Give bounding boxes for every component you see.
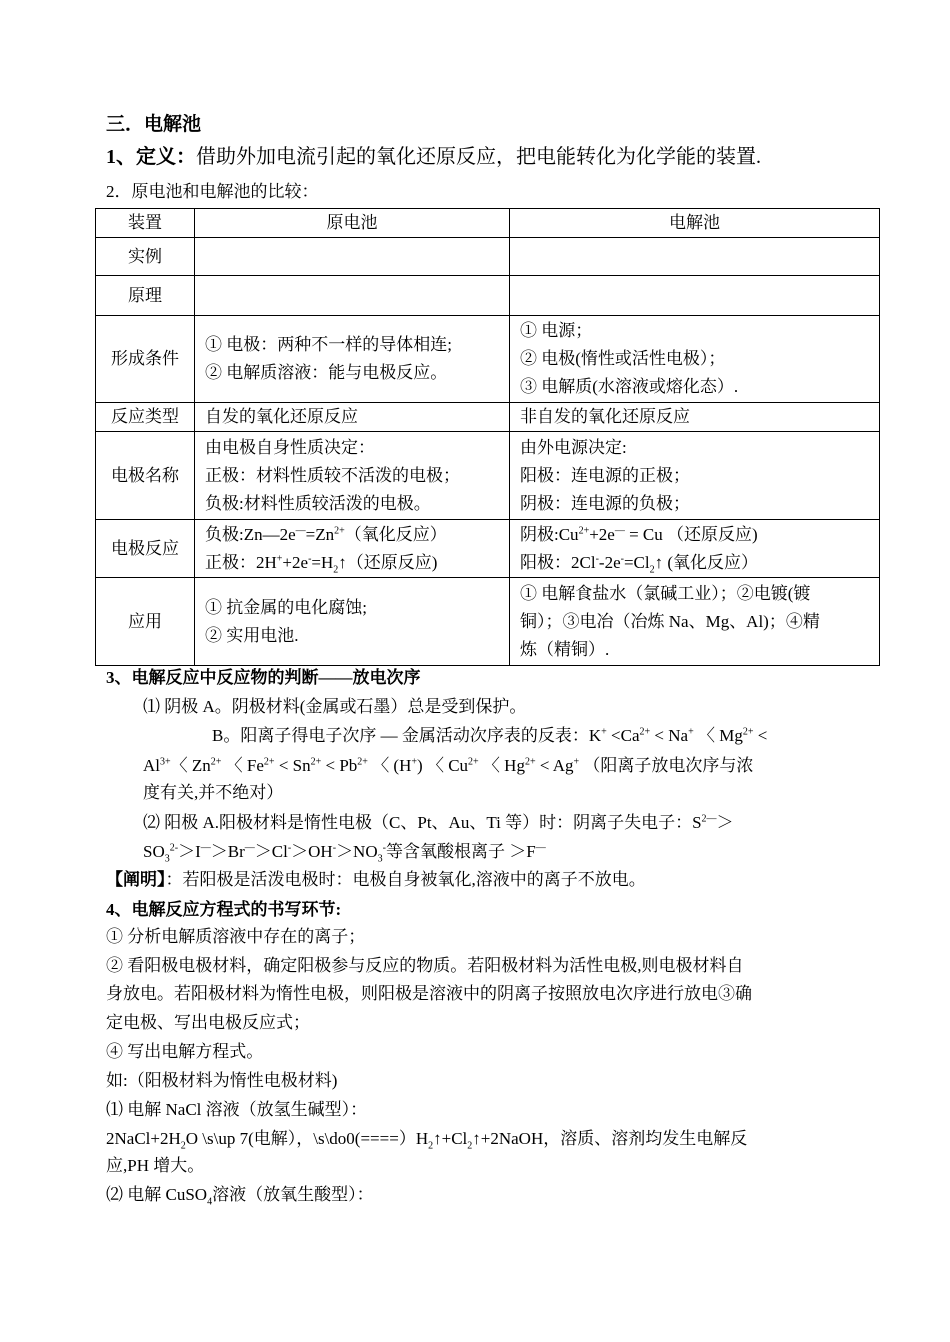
row-electrode-reactions: [96, 520, 880, 578]
row-label-conditions: 形成条件: [96, 316, 195, 403]
comparison-table: [95, 208, 880, 666]
cuso4-line: ⑵ 电解 CuSO$_4$溶液（放氧生酸型）：: [106, 1185, 374, 1208]
row-reaction-type: [96, 403, 880, 432]
discharge-note: 【阐明】：若阳极是活泼电极时：电极自身被氧化,溶液中的离子不放电。: [106, 870, 646, 889]
example-galvanic: [195, 238, 510, 276]
row-conditions: [96, 316, 880, 403]
cell-line: 炼（精铜）.: [520, 639, 610, 659]
conditions-galvanic: [195, 316, 510, 403]
row-example: [96, 238, 880, 276]
row-label-reaction-type: 反应类型: [96, 403, 195, 432]
definition-label: 1、定义：: [106, 146, 196, 168]
example-electrolytic: [510, 238, 880, 276]
cathode-line-b: B。阳离子得电子次序 — 金属活动次序表的反表：$K^+ <Ca^{2+} < Na^+$ 〈 $Mg^{2+}$ <: [212, 726, 768, 745]
principle-electrolytic: [510, 276, 880, 316]
steps-line: 身放电。若阳极材料为惰性电极，则阳极是溶液中的阴离子按照放电次序进行放电③确: [106, 984, 752, 1003]
header-device: 装置: [96, 209, 195, 238]
cell-line: ① 电源；: [520, 321, 593, 340]
cell-line: ② 电极(惰性或活性电极）；: [520, 349, 726, 368]
definition-text: 借助外加电流引起的氧化还原反应，把电能转化为化学能的装置.: [196, 146, 761, 168]
row-label-electrode-reactions: 电极反应: [96, 520, 195, 578]
cell-line: ② 实用电池.: [205, 625, 299, 645]
cell-line: 正极：材料性质较不活泼的电极；: [205, 465, 460, 485]
reaction-type-galvanic: 自发的氧化还原反应: [195, 403, 510, 432]
applications-electrolytic: [510, 578, 880, 666]
electrode-reactions-galvanic: [195, 520, 510, 578]
row-label-example: 实例: [96, 238, 195, 276]
steps-line: ⑴ 电解 NaCl 溶液（放氢生碱型）：: [106, 1100, 368, 1119]
steps-line: 定电极、写出电极反应式；: [106, 1013, 310, 1032]
principle-galvanic: [195, 276, 510, 316]
header-electrolytic: 电解池: [510, 209, 880, 238]
row-label-electrode-names: 电极名称: [96, 432, 195, 520]
cell-line: 阴极：连电源的负极；: [520, 493, 690, 513]
table-header-row: [96, 209, 880, 238]
anode-line-b: $SO_3^{2-}>I^—>Br^—>Cl^->OH^->NO_3^-$等含氧酸根离子 ＞F—: [143, 842, 546, 865]
reaction-type-electrolytic: 非自发的氧化还原反应: [510, 403, 880, 432]
row-label-applications: 应用: [96, 578, 195, 666]
conditions-electrolytic: [510, 316, 880, 403]
cathode-line-c: $Al^{3+}$〈 $Zn^{2+}$ 〈 $Fe^{2+} < Sn^{2+} < Pb^{2+}$ 〈 (H+) 〈 $Cu^{2+}$ 〈 $Hg^{2+} < Ag^+$ （阳离子放电次序与浓: [143, 756, 754, 775]
electrode-names-galvanic: [195, 432, 510, 520]
cathode-line-d: 度有关,并不绝对）: [143, 783, 284, 802]
cell-line: 由外电源决定:: [520, 437, 627, 457]
reaction-line: 正极：$2H^++2e^-=H_2↑$（还原反应): [205, 552, 438, 575]
cell-line: 负极:材料性质较活泼的电极。: [205, 493, 431, 513]
section-title: 三．电解池: [106, 114, 202, 135]
cell-line: ③ 电解质(水溶液或熔化态）.: [520, 377, 739, 396]
row-label-principle: 原理: [96, 276, 195, 316]
header-galvanic: 原电池: [195, 209, 510, 238]
nacl-equation-cont: 应,PH 增大。: [106, 1156, 205, 1175]
steps-title: 4、电解反应方程式的书写环节:: [106, 900, 342, 919]
reaction-line: 负极$:Zn—2e^—=Zn^{2+}$（氧化反应）: [205, 524, 447, 544]
cell-line: 阳极：连电源的正极；: [520, 465, 690, 485]
steps-line: ④ 写出电解方程式。: [106, 1042, 264, 1061]
steps-line: ① 分析电解质溶液中存在的离子；: [106, 927, 366, 946]
steps-line: ② 看阳极电极材料，确定阳极参与反应的物质。若阳极材料为活性电极,则电极材料自: [106, 956, 744, 975]
row-principle: [96, 276, 880, 316]
cathode-line-a: ⑴ 阴极 A。阴极材料(金属或石墨）总是受到保护。: [143, 697, 527, 716]
cell-line: ② 电解质溶液：能与电极反应。: [205, 363, 448, 382]
cell-line: 铜）；③电冶（冶炼 Na、Mg、Al)；④精: [520, 611, 820, 631]
applications-galvanic: [195, 578, 510, 666]
cell-line: ① 抗金属的电化腐蚀;: [205, 597, 367, 617]
cell-line: ① 电解食盐水（氯碱工业）；②电镀(镀: [520, 583, 811, 603]
row-applications: [96, 578, 880, 666]
discharge-title: 3、电解反应中反应物的判断——放电次序: [106, 668, 421, 687]
anode-line-a: ⑵ 阳极 A.阳极材料是惰性电极（C、Pt、Au、Ti 等）时：阴离子失电子：$S^{2—}>$: [143, 813, 734, 832]
electrode-names-electrolytic: [510, 432, 880, 520]
electrode-reactions-electrolytic: [510, 520, 880, 578]
cell-line: ① 电极：两种不一样的导体相连;: [205, 335, 452, 354]
steps-line: 如:（阳极材料为惰性电极材料): [106, 1071, 338, 1090]
nacl-equation: $2NaCl+2H_2O$ \s\up 7(电解），$\backslash s\backslash do0(====)H_2↑+Cl_2↑+2NaOH$，溶质、溶剂均发生电解反: [106, 1129, 748, 1152]
definition-line: [106, 146, 761, 168]
cell-line: 由电极自身性质决定：: [205, 437, 375, 457]
row-electrode-names: [96, 432, 880, 520]
reaction-line: 阴极$:Cu^{2+}+2e^— = Cu$ （还原反应): [520, 524, 758, 544]
comparison-title: 2．原电池和电解池的比较：: [106, 182, 319, 201]
reaction-line: 阳极：$2Cl^--2e^-=Cl_2↑$ (氧化反应）: [520, 552, 759, 575]
